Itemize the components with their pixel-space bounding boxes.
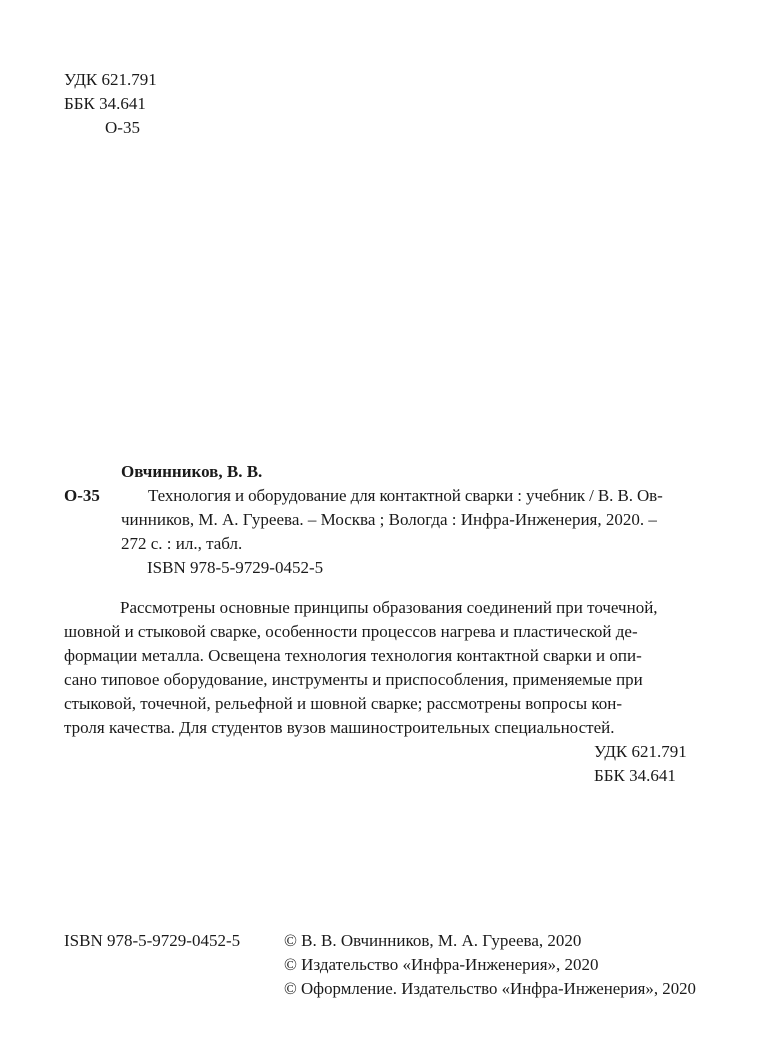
abstract-line-4: сано типовое оборудование, инструменты и приспособления, применяемые при [64, 670, 643, 689]
abstract-bbk: ББК 34.641 [594, 766, 676, 785]
catalog-description-line-3: 272 с. : ил., табл. [121, 534, 243, 553]
catalog-description-line-1 [148, 486, 685, 506]
bbk-code: ББК 34.641 [64, 94, 146, 113]
abstract-line-1: Рассмотрены основные принципы образования соединений при точечной, [120, 598, 658, 617]
abstract-line-2: шовной и стыковой сварке, особенности процессов нагрева и пластической де- [64, 622, 638, 641]
abstract-line-6: троля качества. Для студентов вузов машиностроительных специальностей. [64, 718, 615, 737]
abstract-line-5: стыковой, точечной, рельефной и шовной сварке; рассмотрены вопросы кон- [64, 694, 623, 713]
catalog-author: Овчинников, В. В. [121, 462, 263, 481]
abstract-line-3: формации металла. Освещена технология технология контактной сварки и опи- [64, 646, 642, 665]
udk-code: УДК 621.791 [64, 70, 157, 89]
author-mark: О-35 [105, 118, 140, 137]
abstract-udk: УДК 621.791 [594, 742, 687, 761]
catalog-description-text: Технология и оборудование для контактной сварки : учебник / В. В. Ов- [148, 486, 663, 505]
copyright-publisher: © Издательство «Инфра-Инженерия», 2020 [284, 955, 599, 974]
catalog-description-line-2: чинников, М. А. Гуреева. – Москва ; Вологда : Инфра-Инженерия, 2020. – [121, 510, 657, 529]
catalog-mark: О-35 [64, 486, 100, 505]
copyright-design: © Оформление. Издательство «Инфра-Инженерия», 2020 [284, 979, 696, 998]
catalog-isbn: ISBN 978-5-9729-0452-5 [147, 558, 324, 577]
copyright-authors: © В. В. Овчинников, М. А. Гуреева, 2020 [284, 931, 582, 950]
footer-isbn: ISBN 978-5-9729-0452-5 [64, 931, 241, 950]
